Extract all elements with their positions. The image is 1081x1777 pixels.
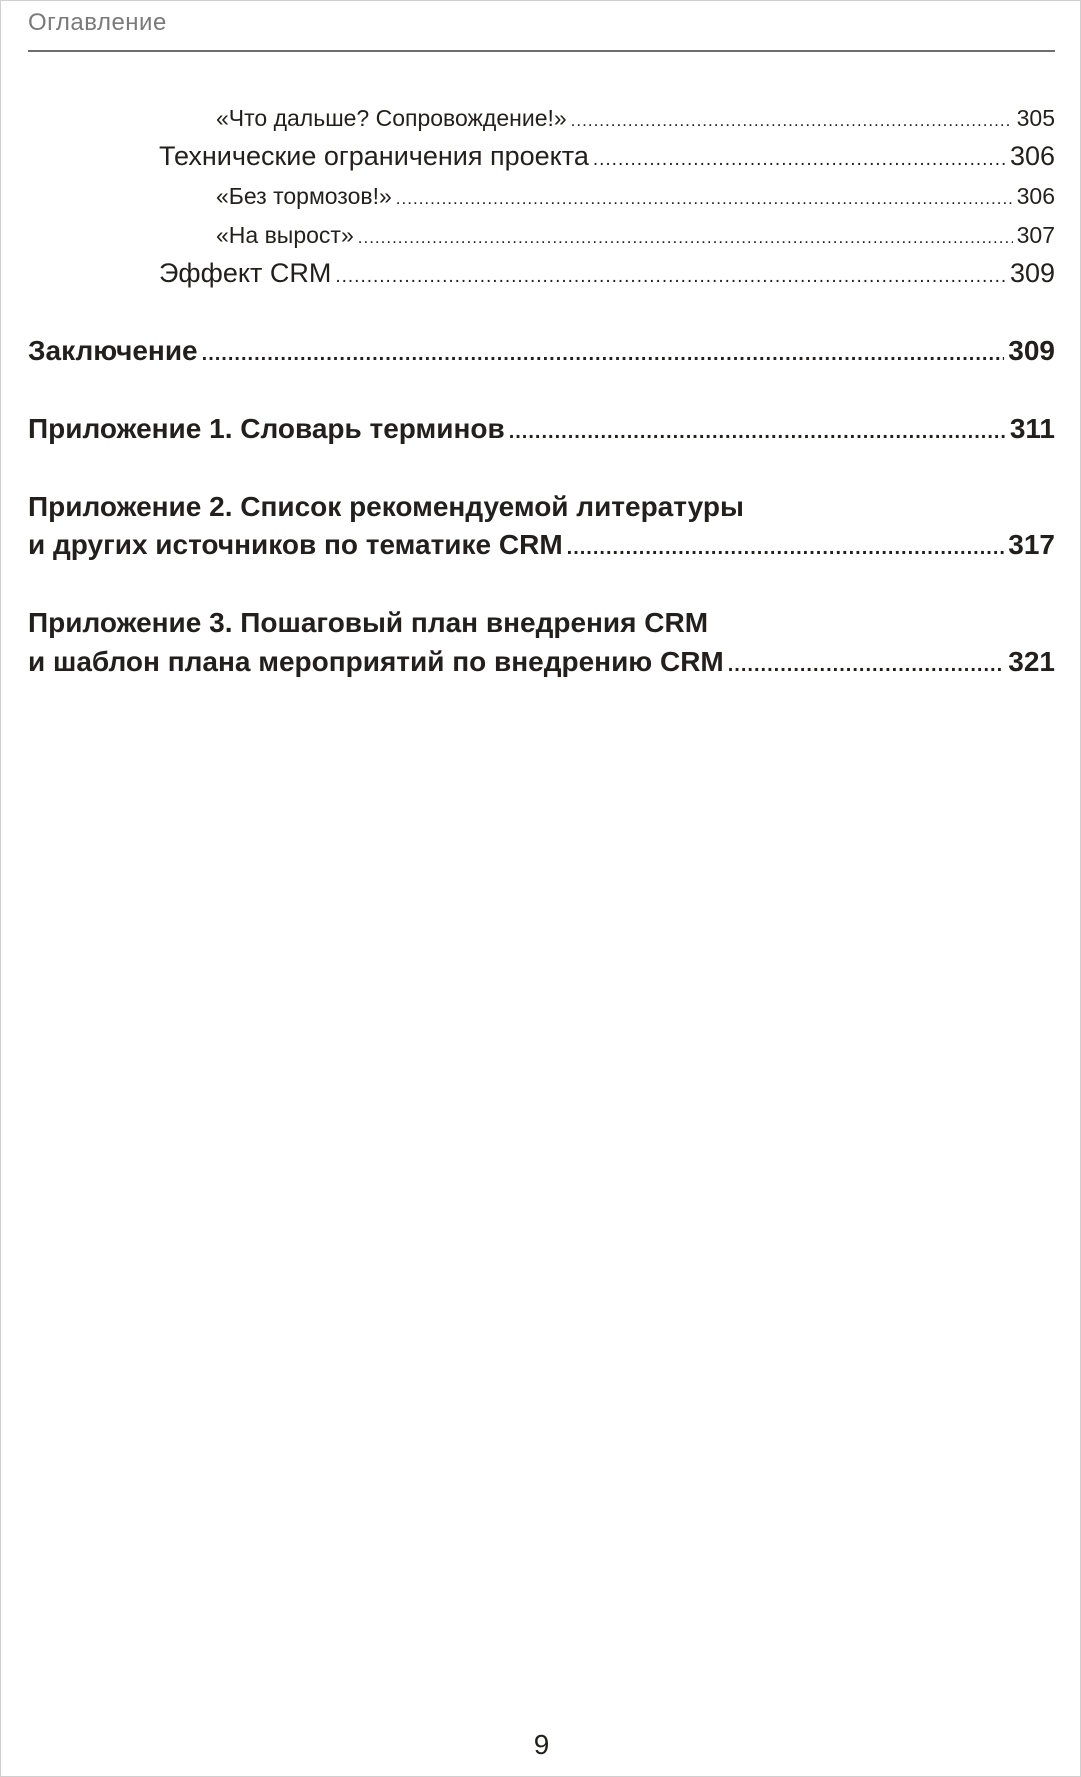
toc-entry-title: Приложение 1. Словарь терминов — [28, 413, 505, 444]
toc-entry-page: 305 — [1016, 105, 1055, 131]
dot-leader — [335, 258, 1006, 289]
toc-entry-page: 309 — [1008, 335, 1055, 366]
dot-leader — [571, 105, 1013, 132]
toc-entry-page: 306 — [1009, 141, 1055, 171]
toc-entry — [28, 105, 1055, 132]
dot-leader — [358, 222, 1013, 249]
toc-entry — [28, 258, 1055, 289]
page-number: 9 — [533, 1729, 550, 1760]
toc-entry-page: 317 — [1008, 529, 1055, 560]
dot-leader — [593, 141, 1006, 172]
toc-entry-page: 307 — [1016, 222, 1055, 248]
dot-leader — [396, 183, 1013, 210]
toc-entry-title: и шаблон плана мероприятий по внедрению CRM — [28, 646, 724, 677]
toc-entry-title: «На вырост» — [216, 222, 354, 248]
header-rule — [28, 50, 1055, 52]
toc-entry — [28, 222, 1055, 249]
toc-entry — [28, 141, 1055, 172]
toc-chapter-entry — [28, 413, 1055, 445]
toc-entry-page: 321 — [1008, 646, 1055, 677]
running-head: Оглавление — [28, 9, 167, 36]
toc-entry-title: и других источников по тематике CRM — [28, 529, 563, 560]
toc-entry-page: 306 — [1016, 183, 1055, 209]
dot-leader — [567, 529, 1005, 561]
toc-entry-title-line1: Приложение 3. Пошаговый план внедрения CRM — [28, 607, 709, 638]
toc-entry-title: Технические ограничения проекта — [159, 141, 589, 171]
dot-leader — [509, 413, 1006, 445]
toc-chapter-entry — [28, 529, 1055, 561]
toc-entry-page: 311 — [1009, 413, 1055, 444]
toc-entry-title: «Без тормозов!» — [216, 183, 392, 209]
toc-chapter-entry — [28, 646, 1055, 678]
toc-entry-title: Заключение — [28, 335, 198, 366]
toc-entry-page: 309 — [1009, 258, 1055, 288]
toc-chapter-entry — [28, 335, 1055, 367]
dot-leader — [728, 646, 1005, 678]
toc-entry-title: Эффект CRM — [159, 258, 332, 288]
toc-entry-title: «Что дальше? Сопровождение!» — [216, 105, 567, 131]
toc-entry-title-line1: Приложение 2. Список рекомендуемой литературы — [28, 491, 744, 522]
toc-entry — [28, 183, 1055, 210]
dot-leader — [202, 335, 1005, 367]
